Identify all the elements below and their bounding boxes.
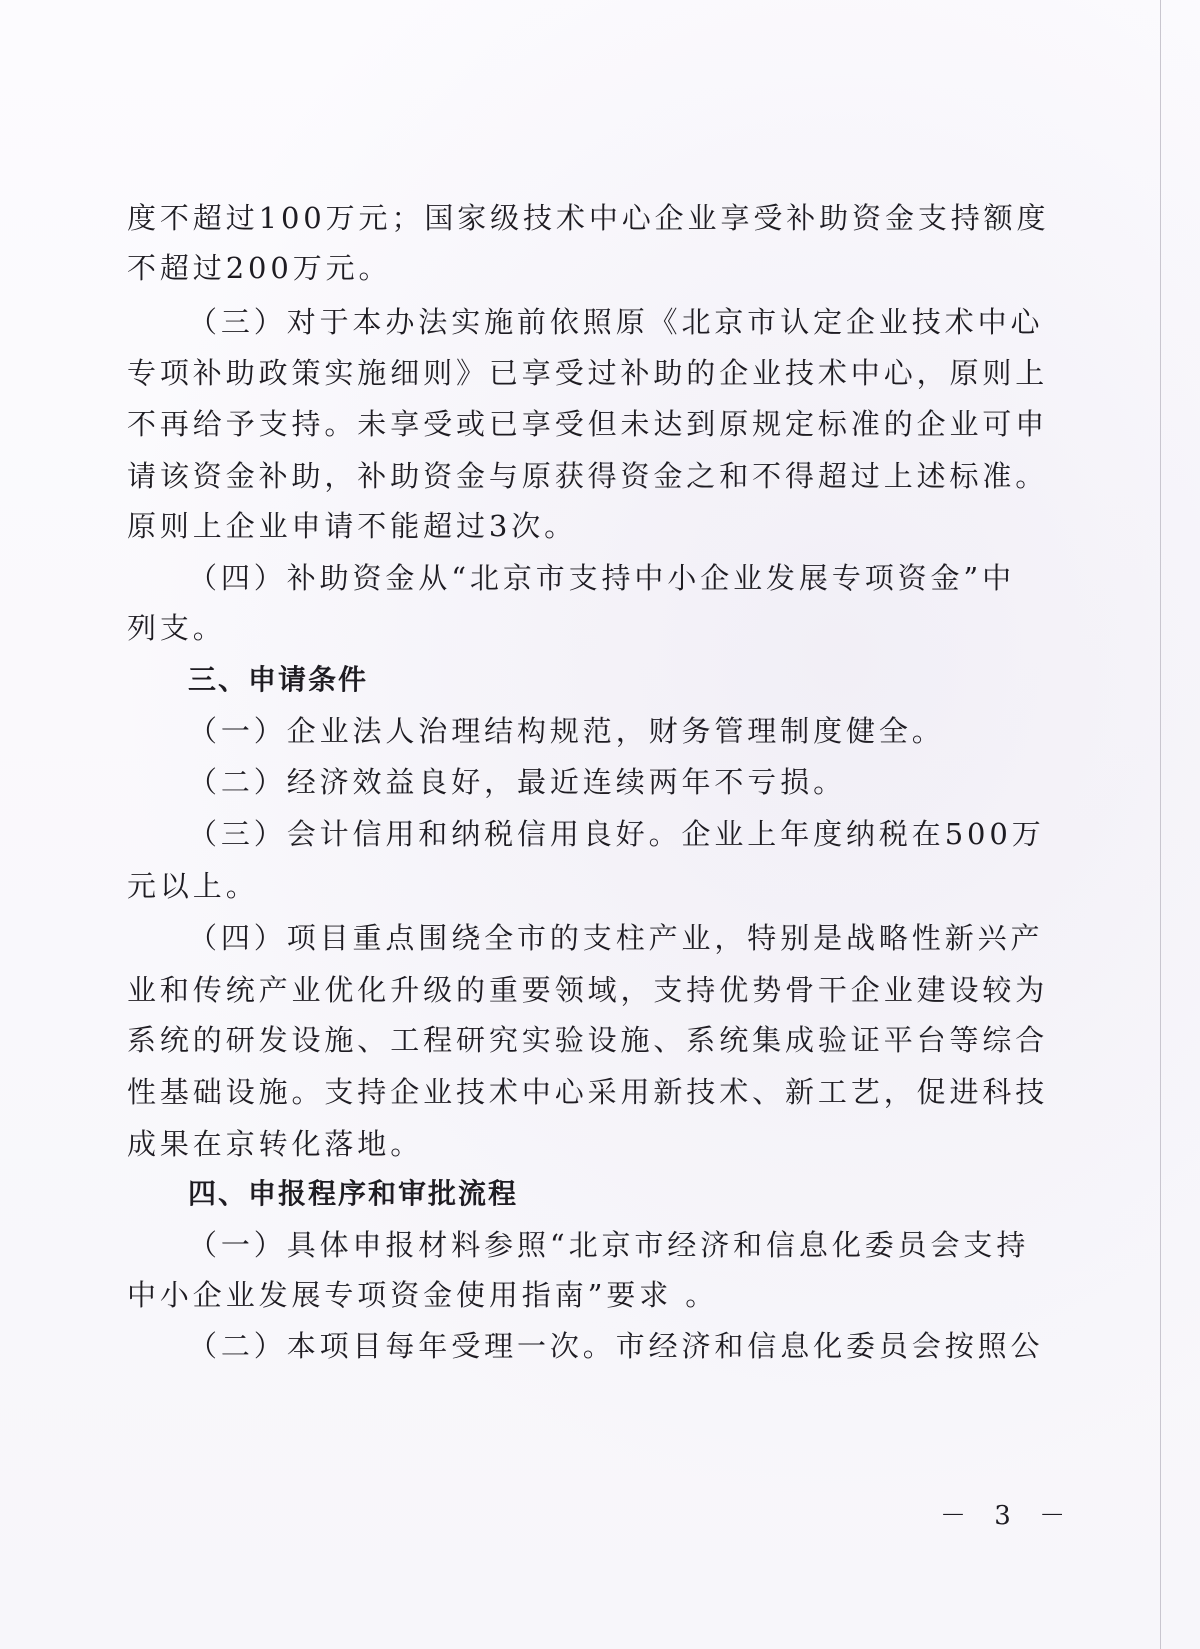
page-number: － 3 － xyxy=(940,1501,1076,1531)
text-line-12: （二）经济效益良好，最近连续两年不亏损。 xyxy=(188,765,847,799)
text-line-8: （四）补助资金从“北京市支持中小企业发展专项资金”中 xyxy=(188,561,1016,595)
text-line-5: 不再给予支持。未享受或已享受但未达到原规定标准的企业可申 xyxy=(127,407,1049,441)
text-line-7: 原则上企业申请不能超过3次。 xyxy=(127,509,578,543)
text-line-17: 系统的研发设施、工程研究实验设施、系统集成验证平台等综合 xyxy=(127,1023,1049,1057)
text-line-19: 成果在京转化落地。 xyxy=(127,1127,424,1161)
text-line-16: 业和传统产业优化升级的重要领域，支持优势骨干企业建设较为 xyxy=(127,973,1049,1007)
text-line-15: （四）项目重点围绕全市的支柱产业，特别是战略性新兴产 xyxy=(188,921,1044,955)
text-line-6: 请该资金补助，补助资金与原获得资金之和不得超过上述标准。 xyxy=(127,459,1049,493)
text-line-9: 列支。 xyxy=(127,611,226,645)
text-line-13: （三）会计信用和纳税信用良好。企业上年度纳税在500万 xyxy=(188,817,1045,851)
text-line-1: 度不超过100万元；国家级技术中心企业享受补助资金支持额度 xyxy=(127,201,1050,235)
scan-edge-line xyxy=(1160,0,1161,1649)
text-line-4: 专项补助政策实施细则》已享受过补助的企业技术中心，原则上 xyxy=(127,356,1049,390)
text-line-22: 中小企业发展专项资金使用指南”要求 。 xyxy=(127,1278,719,1312)
text-line-3: （三）对于本办法实施前依照原《北京市认定企业技术中心 xyxy=(188,305,1044,339)
text-line-11: （一）企业法人治理结构规范，财务管理制度健全。 xyxy=(188,714,945,748)
section-heading-4: 四、申报程序和审批流程 xyxy=(188,1177,519,1210)
text-line-21: （一）具体申报材料参照“北京市经济和信息化委员会支持 xyxy=(188,1228,1030,1262)
text-line-14: 元以上。 xyxy=(127,869,259,903)
text-line-18: 性基础设施。支持企业技术中心采用新技术、新工艺，促进科技 xyxy=(127,1075,1049,1109)
text-line-2: 不超过200万元。 xyxy=(127,251,392,285)
text-line-23: （二）本项目每年受理一次。市经济和信息化委员会按照公 xyxy=(188,1329,1044,1363)
section-heading-3: 三、申请条件 xyxy=(188,663,369,696)
